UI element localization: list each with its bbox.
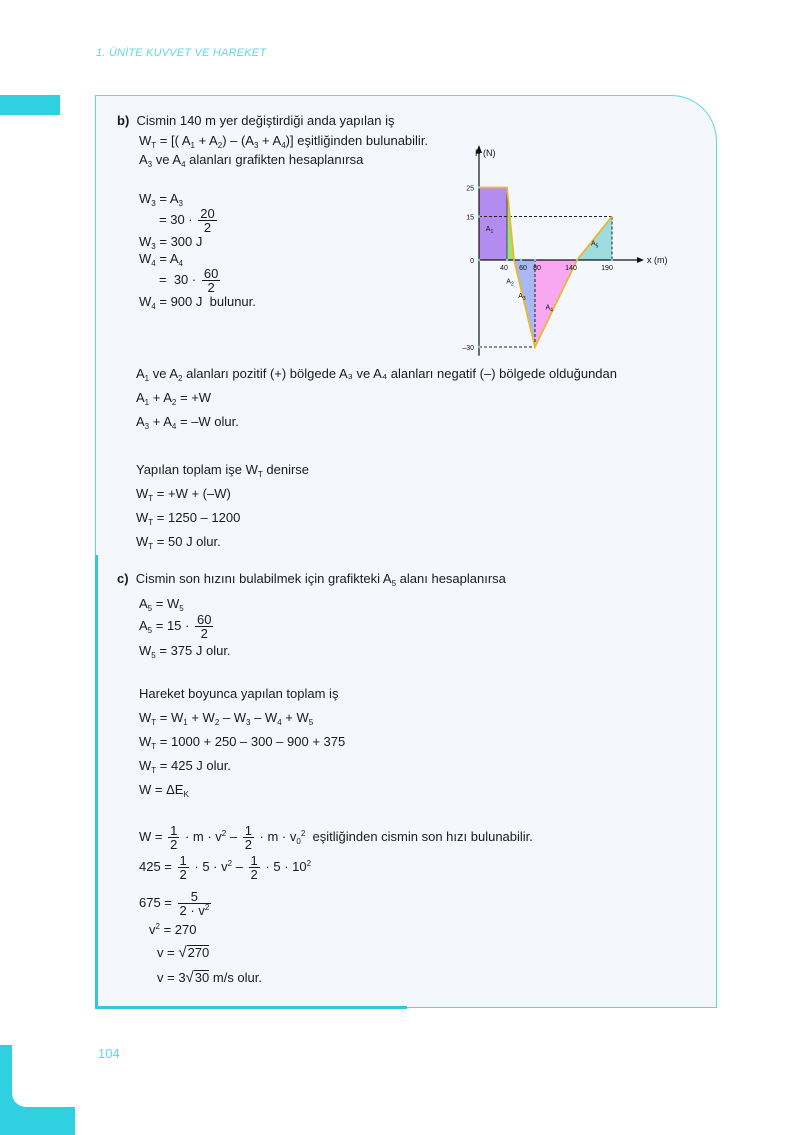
- wt-sum-result-text: = 425 J olur.: [159, 758, 231, 773]
- areas-tail: alanları grafikten hesaplanırsa: [189, 152, 364, 167]
- y-tick-label: 25: [466, 185, 474, 193]
- y-axis-label: F (N): [475, 148, 496, 158]
- w3-def: $W_3 = A_3$: [139, 191, 183, 208]
- areas-line: $A_3$ ve $A_4$ alanları grafikten hesaplanırsa: [139, 152, 364, 169]
- region-label-a1: $A_1$: [485, 226, 494, 236]
- w3-result: $W_3 = 300$ J: [139, 234, 203, 251]
- section-c-label: c): [117, 571, 129, 586]
- x-tick-label: 140: [565, 265, 577, 272]
- v0-value: 10: [292, 858, 307, 874]
- panel-accent-bottom: [95, 1006, 407, 1009]
- w5-result-value: = 375 J olur.: [159, 643, 231, 658]
- section-c-intro-a: Cismin son hızını bulabilmek için grafikteki A: [135, 571, 392, 586]
- y-tick-dot: [478, 346, 480, 348]
- wt-sum-values-text: = 1000 + 250 – 300 – 900 + 375: [159, 734, 346, 749]
- wt-line-1-value: = +W + (–W): [156, 486, 231, 501]
- section-b-intro: Cismin 140 m yer değiştirdiği anda yapılan iş: [136, 113, 395, 128]
- mass-2: 5: [273, 858, 281, 874]
- half-fraction-2: [243, 824, 254, 851]
- half-den-2: 2: [244, 837, 252, 852]
- sum-a1-a2-value: = +W: [179, 390, 212, 405]
- half-den-3: 2: [179, 867, 187, 882]
- total-intro-b: denirse: [266, 462, 310, 477]
- half-num-1: 1: [170, 823, 178, 838]
- kinetic-tail: eşitliğinden cismin son hızı bulunabilir.: [312, 828, 533, 844]
- left-tab-decoration: [0, 95, 60, 115]
- w4-result-value: 900 J: [170, 294, 203, 309]
- w4-mult: 30: [173, 271, 189, 287]
- section-b-heading: [117, 113, 394, 129]
- wt-formula-tail: eşitliğinden bulunabilir.: [297, 133, 429, 148]
- half-num-4: 1: [250, 853, 258, 868]
- work-energy-text: W = ΔE: [139, 782, 184, 797]
- total-intro-a: Yapılan toplam işe W: [136, 462, 258, 477]
- x-axis-arrow-icon: [637, 257, 644, 263]
- y-tick-label: 0: [470, 258, 474, 265]
- bottom-tab-cutout: [12, 1045, 75, 1107]
- wt-sum-values: $W_T = 1000 + 250 - 300 - 900 + 375$: [139, 734, 346, 751]
- radical-icon: √: [178, 944, 187, 961]
- region-a1: [479, 188, 507, 261]
- section-b-label: b): [117, 113, 130, 128]
- w3-result-value: 300 J: [170, 234, 203, 249]
- half-den-1: 2: [170, 837, 178, 852]
- wt-line-2: $W_T = 1250 - 1200$: [136, 510, 241, 527]
- section-c-heading: c) Cismin son hızını bulabilmek için grafikteki $A_5$ alanı hesaplanırsa: [117, 571, 506, 588]
- page-number: 104: [98, 1046, 120, 1061]
- half-num-2: 1: [244, 823, 252, 838]
- x-tick-dot: [576, 259, 578, 261]
- y-tick-dot: [478, 215, 480, 217]
- a5-fraction: [195, 613, 213, 640]
- w3-frac-num: 20: [200, 206, 215, 221]
- x-tick-label: 40: [500, 265, 508, 272]
- wt-line-3-value: = 50 J olur.: [156, 534, 221, 549]
- areas-and: ve: [155, 152, 170, 167]
- w4-result: $W_4 = 900$ J bulunur.: [139, 294, 256, 311]
- sqrt-value: 270: [187, 945, 210, 960]
- header-title: 1. ÜNİTE KUVVET VE HAREKET: [96, 47, 267, 59]
- wt-line-1: $W_T = +W + (-W)$: [136, 486, 231, 503]
- radical-icon-2: √: [185, 969, 194, 986]
- final-sqrt-value: 30: [194, 970, 210, 985]
- frac-675-den: $2 \cdot v^2$: [179, 903, 210, 918]
- y-tick-label: –30: [462, 345, 474, 352]
- v-squared: $v^2 = 270$: [149, 922, 197, 937]
- sum-a3-a4-value: = –W olur.: [179, 414, 239, 429]
- wt-formula: $W_T$ = [( $A_1 + A_2) - (A_3 + A_4)$] eşitliğinden bulunabilir.: [139, 133, 429, 150]
- y-tick-label: 15: [466, 214, 474, 222]
- lhs-675: 675 =: [139, 894, 172, 910]
- work-energy-line: [139, 782, 189, 798]
- eq-675: [139, 890, 213, 917]
- kinetic-formula: W = $\frac{1}{2}$ · $m \cdot v^2$ – $\frac{1}{2}$ · $m \cdot v_0^2$ eşitliğinden cismin son hızı bulunabilir.: [139, 823, 533, 852]
- kinetic-substituted: 425 = $\frac{1}{2}$ · $5 \cdot v^2$ – $\frac{1}{2}$ · $5 \cdot 10^2$: [139, 853, 312, 882]
- x-tick-dot: [506, 259, 508, 261]
- y-tick-dot: [478, 186, 480, 188]
- region-label-a4: $A_4$: [545, 304, 553, 314]
- x-tick-label: 80: [533, 265, 541, 272]
- mass-1: 5: [202, 858, 210, 874]
- a5-mult: 15: [166, 617, 182, 633]
- sum-a1-a2: $A_1 + A_2 = +W$: [136, 390, 212, 407]
- w5-result: $W_5 = 375$ J olur.: [139, 643, 231, 660]
- fraction-675: [178, 890, 212, 917]
- a5-frac-num: 60: [196, 612, 212, 627]
- w3-frac-den: 2: [203, 220, 212, 235]
- final-unit: m/s olur.: [212, 970, 262, 985]
- v-sqrt: v = √270: [157, 944, 210, 961]
- w4-fraction: [202, 267, 220, 294]
- ek-subscript: K: [183, 790, 189, 799]
- x-tick-label: 190: [601, 265, 613, 272]
- wt-sum-formula: $W_T = W_1 + W_2 - W_3 - W_4 + W_5$: [139, 710, 314, 727]
- x-axis-label: x (m): [647, 255, 668, 265]
- w4-calc: = 30 · $\frac{60}{2}$: [159, 266, 219, 295]
- total-work-c-intro: Hareket boyunca yapılan toplam iş: [139, 686, 339, 701]
- panel-accent-left: [95, 555, 98, 1009]
- a5-def: $A_5 = W_5$: [139, 596, 184, 613]
- half-fraction-3: [178, 854, 189, 881]
- lhs-425: 425 =: [139, 858, 172, 874]
- v-final: [157, 970, 262, 986]
- v-squared-value: = 270: [163, 922, 197, 937]
- final-coef: v = 3: [157, 970, 186, 985]
- a5-frac-den: 2: [200, 626, 208, 641]
- frac-675-num: 5: [178, 890, 212, 904]
- half-den-4: 2: [250, 867, 258, 882]
- sign-text: alanları pozitif (+) bölgede A₃ ve A₄ alanları negatif (–) bölgede olduğundan: [186, 366, 617, 381]
- wt-line-2-value: = 1250 – 1200: [156, 510, 241, 525]
- a5-calc: $A_5 = 15$ · $\frac{60}{2}$: [139, 612, 212, 641]
- total-work-intro: Yapılan toplam işe $W_T$ denirse: [136, 462, 310, 479]
- w3-calc: = 30 · $\frac{20}{2}$: [159, 206, 215, 235]
- w4-frac-num: 60: [203, 266, 219, 281]
- w3-fraction: [198, 207, 216, 234]
- x-tick-dot: [520, 259, 522, 261]
- x-tick-label: 60: [519, 265, 527, 272]
- region-label-a2: $A_2$: [506, 278, 514, 288]
- region-label-a3: $A_3$: [518, 292, 526, 302]
- w3-mult: 30: [170, 211, 185, 227]
- region-label-a5: $A_5$: [591, 240, 599, 250]
- half-fraction-4: [249, 854, 260, 881]
- half-num-3: 1: [179, 853, 187, 868]
- x-tick-dot: [611, 259, 613, 261]
- w4-frac-den: 2: [207, 280, 215, 295]
- w4-def: $W_4 = A_4$: [139, 251, 183, 268]
- y-tick-dot: [478, 259, 480, 261]
- wt-line-3: $W_T = 50$ J olur.: [136, 534, 221, 551]
- sum-a3-a4: $A_3 + A_4 = -W$ olur.: [136, 414, 239, 431]
- force-position-chart: [455, 143, 695, 358]
- half-fraction-1: [168, 824, 179, 851]
- wt-sum-result: $W_T = 425$ J olur.: [139, 758, 231, 775]
- section-c-intro-b: alanı hesaplanırsa: [399, 571, 506, 586]
- w4-tail: bulunur.: [209, 294, 256, 309]
- x-tick-dot: [534, 259, 536, 261]
- sign-line: $A_1$ ve $A_2$ alanları pozitif (+) bölgede A₃ ve A₄ alanları negatif (–) bölgede olduğundan: [136, 366, 617, 383]
